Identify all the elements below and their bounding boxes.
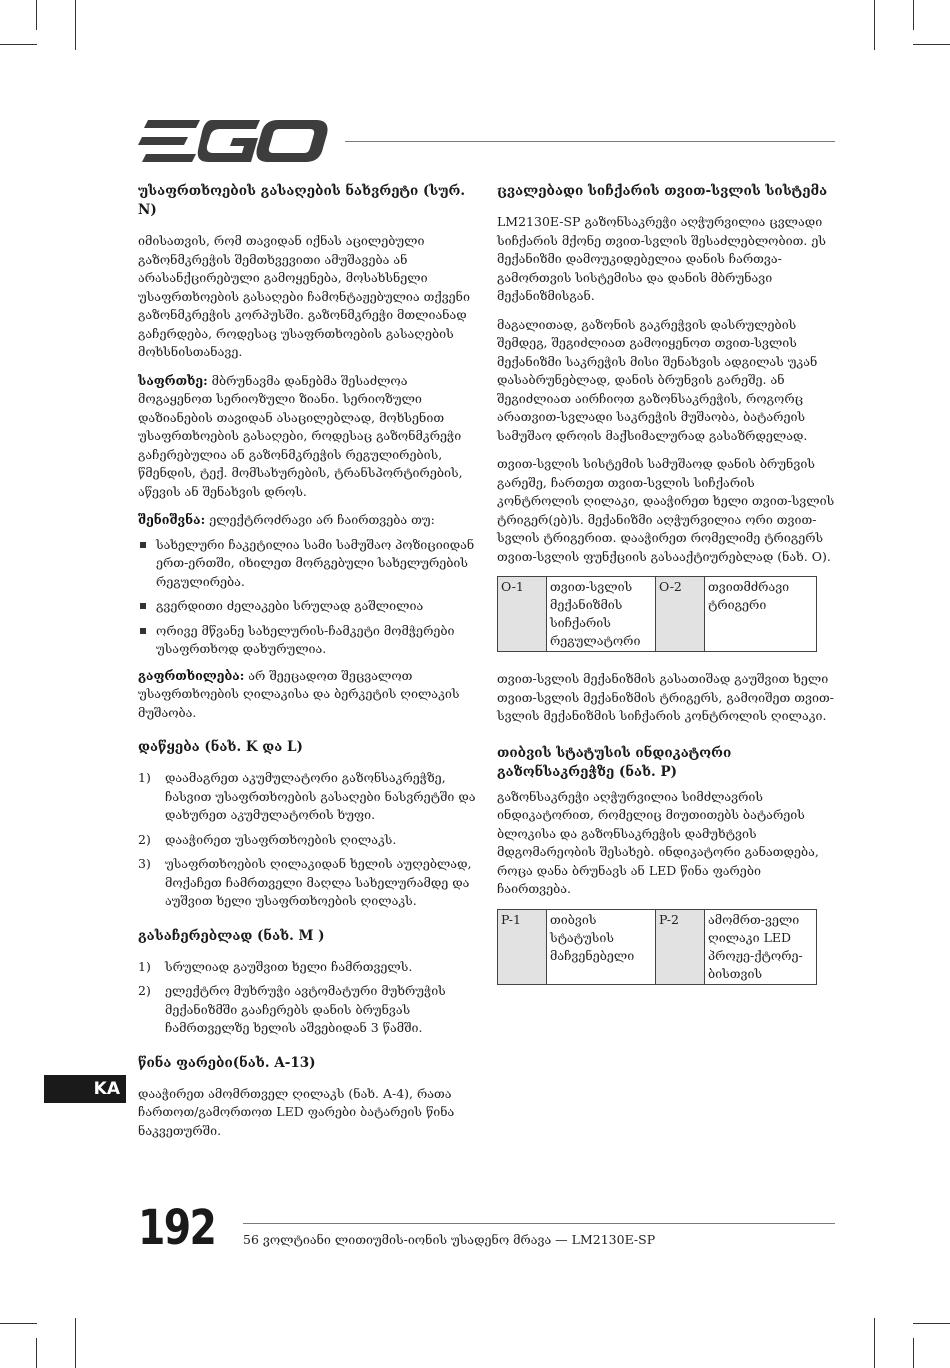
crop-mark [913, 0, 914, 30]
figure-o-legend [497, 576, 817, 652]
starting-heading: დაწყება (ნახ. K და L) [138, 739, 303, 755]
legend-code: O-2 [656, 577, 705, 652]
headlights-heading: წინა ფარები(ნახ. A-13) [138, 1054, 316, 1071]
crop-mark [913, 1323, 950, 1324]
ego-logo [138, 118, 328, 164]
footer-text: 56 ვოლტიანი ლითიუმის-იონის უსადენო მრავა — LM2130E-SP [243, 1232, 656, 1247]
safety-key-heading: უსაფრთხოების გასაღების ნახვრეტი (სურ. N) [138, 183, 466, 218]
legend-label: თვით-სვლის მექანიზმის სიჩქარის რეგულატორი [547, 577, 656, 652]
self-propel-heading: ცვალებადი სიჩქარის თვით-სვლის სისტემა [497, 183, 828, 199]
list-item: 1) დაამაგრეთ აკუმულატორი გაზონსაკრეჭზე, ჩასვით უსაფრთხოების გასაღები ნასვრეტში და დახურეთ აკუმულატორის ხუფი. [138, 770, 476, 822]
danger-text: მბრუნავმა დანებმა შესაძლოა მოგაყენოთ სერიოზული ზიანი. სერიოზული დაზიანების თავიდან ასაცილებლად, მოხსენით უსაფრთხოების გასაღები, როდესაც გაზონმკრეჭი გაჩერებულია ან გაზონმკრეჭის რეგულირების, წმენდის, ტექ. მომსახურების, ტრანსპორტირების, აწევის ან შენახვის დროს. [138, 372, 463, 499]
motor-conditions-list [138, 536, 478, 659]
self-propel-text-1: LM2130E-SP გაზონსაკრეჭი აღჭურვილია ცვლადი სიჩქარის მქონე თვით-სვლის შესაძლებლობით. ეს მექანიზმი დამოუკიდებელია დანის ჩართვა-გამორთვის სისტემისა და დანის მბრუნავი მექანიზმისგან. [497, 214, 826, 303]
list-item: 1) სრულიად გაუშვით ხელი ჩამრთველს. [138, 958, 413, 974]
legend-code: P-2 [656, 909, 705, 984]
crop-mark [75, 0, 76, 50]
figure-p-legend [497, 909, 817, 985]
headlights-text: დააჭირეთ ამომრთველ ღილაკს (ნახ. A-4), რათა ჩართოთ/გამორთოთ LED ფარები ბატარეის წინა ნაკვეთურში. [138, 1085, 455, 1138]
danger-note [138, 372, 478, 502]
status-indicator-text: გაზონსაკრეჭი აღჭურვილია სიმძლავრის ინდიკატორით, რომელიც მიუთითებს ბატარეის ბლოკისა და გაზონსაკრეჭის დამუხტვის მდგომარეობის შესახებ. ინდიკატორი განათდება, როცა დანა ბრუნავს ან LED წინა ფარები ჩაირთვება. [497, 788, 819, 896]
crop-mark [874, 1318, 875, 1368]
left-column [138, 182, 478, 1150]
note-line [138, 511, 478, 530]
legend-code: O-1 [498, 577, 547, 652]
list-item: ორივე მწვანე სახელურის-ჩამკეტი მომჭერები უსაფრთხოდ დახურულია. [138, 622, 478, 659]
language-tab: KA [44, 1075, 126, 1103]
danger-label: საფრთხე: [138, 372, 208, 388]
crop-mark [913, 1338, 914, 1368]
list-item: სახელური ჩაკეტილია სამი სამუშაო პოზიციიდან ერთ-ერთში, იხილეთ მორგებული სახელურების რეგულირება. [138, 536, 478, 592]
safety-key-text: იმისათვის, რომ თავიდან იქნას აცილებული გაზონმკრეჭის შემთხვევითი ამუშავება ან არასანქცირებული გამოყენება, მოსახსნელი უსაფრთხოების გასაღები ჩამონტაჟებულია თქვენი გაზონმკრეჭის კორპუსში. გაზონმკრეჭი მთლიანად გაჩერდება, როდესაც უსაფრთხოების გასაღების მოხსნისთანავე. [138, 233, 471, 359]
self-propel-text-2: მაგალითად, გაზონის გაკრეჭვის დასრულების შემდეგ, შეგიძლიათ გამოიყენოთ თვით-სვლის მექანიზმი საკრეჭის მისი შენახვის ადგილას უკან დასაბრუნებლად, დანის ბრუნვის გარეშე. ან შეგიძლიათ აირჩიოთ გაზონსაკრეჭის, როგორც არათვით-სვლადი საკრეჭის მუშაობა, ბატარეის სამუშაო დროის მაქსიმალურად გასაზრდელად. [497, 316, 818, 443]
list-item: 2) დააჭირეთ უსაფრთხოების ღილაკს. [138, 831, 397, 847]
list-item: გვერდითი ძელაკები სრულად გაშლილია [138, 597, 478, 616]
legend-label: თვითმძრავი ტრიგერი [705, 577, 817, 652]
crop-mark [36, 0, 37, 30]
crop-mark [75, 1318, 76, 1368]
crop-mark [36, 1338, 37, 1368]
crop-mark [874, 0, 875, 50]
self-propel-text-4: თვით-სვლის მექანიზმის გასათიშად გაუშვით ხელი თვით-სვლის მექანიზმის ტრიგერს, გამოიშეთ თვით-სვლის მექანიზმის სიჩქარის კონტროლის ღილაკი. [497, 671, 834, 723]
crop-mark [0, 1323, 37, 1324]
note-text: ელექტროძრავი არ ჩაირთვება თუ: [205, 512, 435, 527]
warning-note [138, 667, 478, 723]
list-item: 3) უსაფრთხოების ღილაკიდან ხელის აუღებლად, მოქაჩეთ ჩამრთველი მაღლა სახელურამდე და აუშვით ხელი უსაფრთხოების ღილაკს. [138, 856, 472, 908]
stopping-heading: გასაჩერებლად (ნახ. M ) [138, 927, 325, 944]
stopping-steps [138, 958, 478, 1038]
page-number: 192 [138, 1200, 216, 1256]
warning-label: გაფრთხილება: [138, 667, 245, 683]
legend-label: ამომრთ-ველი ღილაკი LED პროჟე-ქტორე-ბისთვის [705, 909, 817, 984]
list-item: 2) ელექტრო მუხრუჭი ავტომატური მუხრუჭის მექანიზმში გააჩერებს დანის ბრუნვას ჩამრთველზე ხელის აშვებიდან 3 წამში. [138, 983, 446, 1035]
footer-rule [243, 1223, 835, 1224]
note-label: შენიშვნა: [138, 512, 206, 527]
header-rule [345, 141, 835, 142]
self-propel-text-3: თვით-სვლის სისტემის სამუშაოდ დანის ბრუნვის გარეშე, ჩართეთ თვით-სვლის სიჩქარის კონტროლის ღილაკი, დააჭირეთ ხელი თვით-სვლის ტრიგერ(ებ)ს. მექანიზმი აღჭურვილია ორი თვით-სვლის ტრიგერით. დააჭირეთ რომელიმე ტრიგერს თვით-სვლის ფუნქციის გასააქტიურებლად (ნახ. O). [497, 456, 835, 564]
legend-label: თიბვის სტატუსის მაჩვენებელი [547, 909, 656, 984]
crop-mark [0, 44, 37, 45]
right-column [497, 182, 837, 1003]
crop-mark [913, 44, 950, 45]
legend-code: P-1 [498, 909, 547, 984]
status-indicator-heading: თიბვის სტატუსის ინდიკატორი გაზონსაკრეჭზე (ნახ. P) [497, 744, 732, 780]
warning-text: არ შეეცადოთ შეცვალოთ უსაფრთხოების ღილაკისა და ბერკეტის ღილაკის მუშაობა. [138, 667, 460, 720]
starting-steps [138, 769, 478, 911]
